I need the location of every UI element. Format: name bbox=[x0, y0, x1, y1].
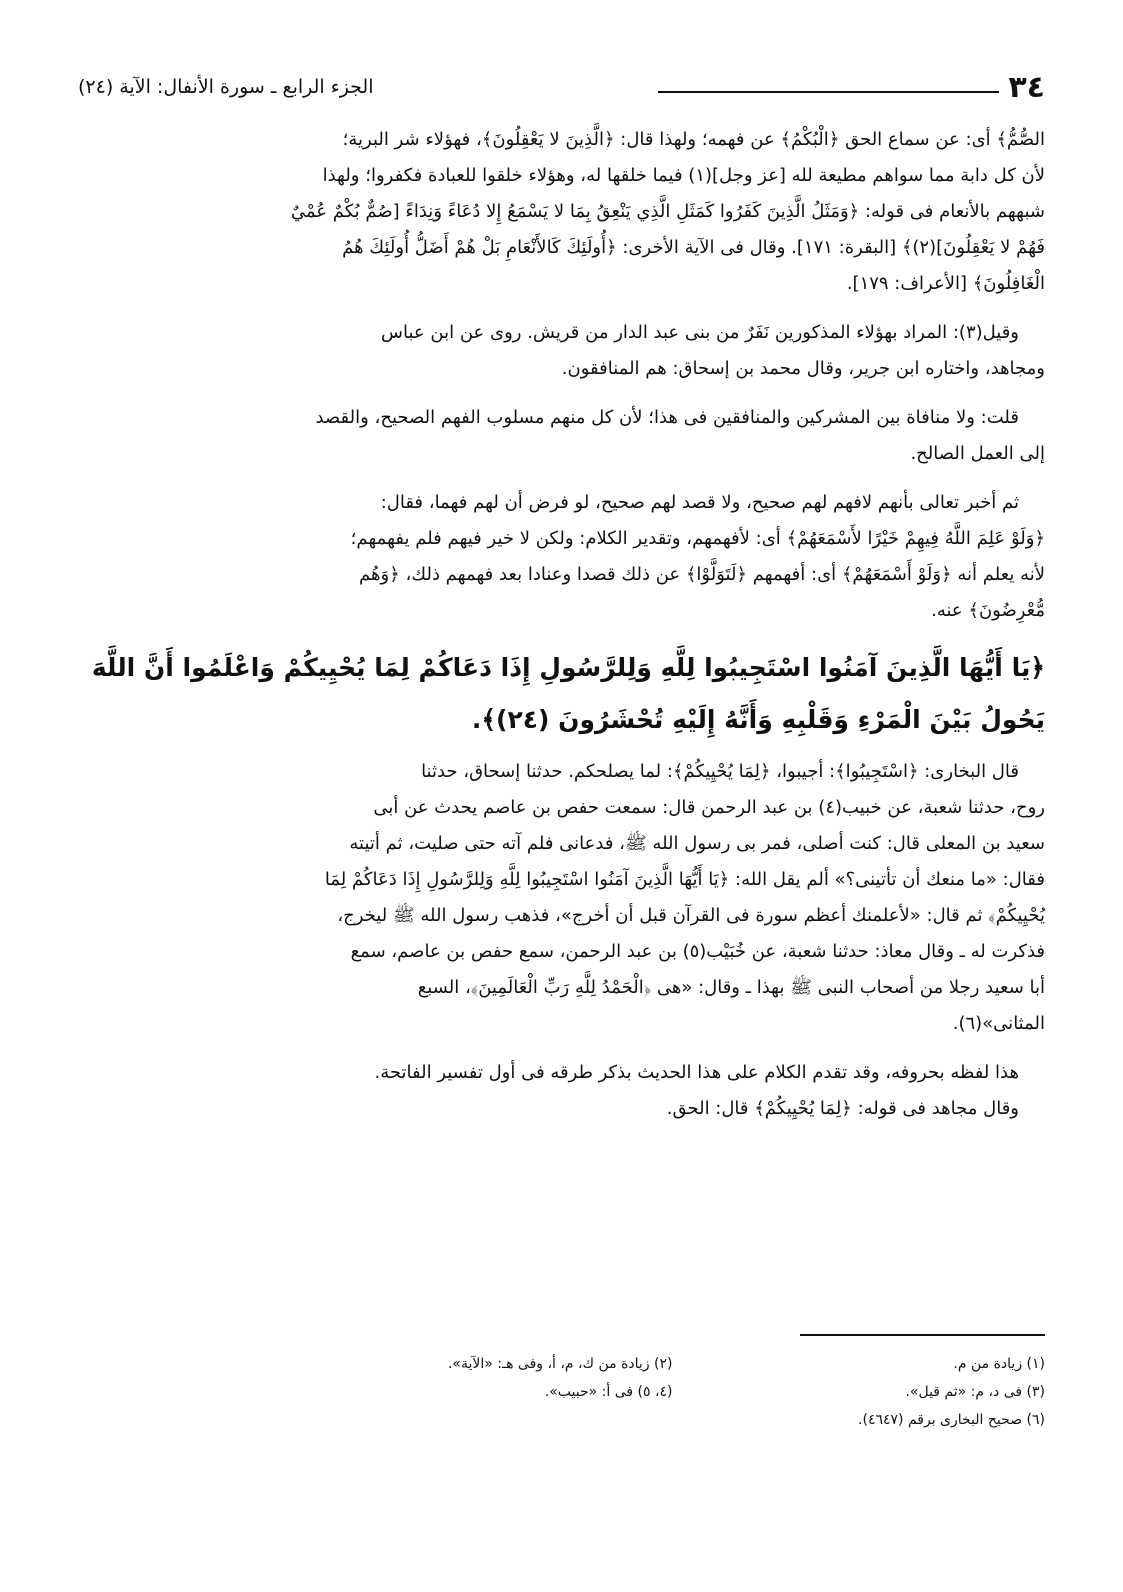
footnote-4-5: (٤، ٥) فى أ: «حبيب». bbox=[544, 1384, 673, 1400]
body-text bbox=[78, 122, 1045, 1140]
quran-verse-24: ﴿يَا أَيُّهَا الَّذِينَ آمَنُوا اسْتَجِيبُوا لِلَّهِ وَلِلرَّسُولِ إِذَا دَعَاكُمْ لِمَا يُحْيِيكُمْ وَاعْلَمُوا أَنَّ اللَّهَ يَحُولُ بَيْنَ الْمَرْءِ وَقَلْبِهِ وَأَنَّهُ إِلَيْهِ تُحْشَرُونَ (٢٤)﴾. bbox=[91, 653, 1045, 734]
footnote-2: (٢) زيادة من ك، م، أ، وفى هـ: «الآية». bbox=[447, 1356, 673, 1372]
header-rule bbox=[658, 91, 999, 93]
footnote-1: (١) زيادة من م. bbox=[953, 1356, 1045, 1372]
page-number: ٣٤ bbox=[1008, 70, 1045, 105]
footnote-6: (٦) صحيح البخارى برقم (٤٦٤٧). bbox=[858, 1412, 1045, 1428]
running-head: الجزء الرابع ـ سورة الأنفال: الآية (٢٤) bbox=[78, 76, 374, 98]
footnote-rule bbox=[800, 1334, 1045, 1336]
paragraph-hadha-lafzuhu: هذا لفظه بحروفه، وقد تقدم الكلام على هذا الحديث بذكر طرقه فى أول تفسير الفاتحة. bbox=[374, 1062, 1019, 1083]
page-header bbox=[78, 70, 1045, 106]
footnote-row bbox=[300, 1378, 1045, 1406]
footnote-3: (٣) فى د، م: «ثم قيل». bbox=[905, 1384, 1045, 1400]
footnotes bbox=[300, 1350, 1045, 1434]
paragraph-qil: وقيل(٣): المراد بهؤلاء المذكورين نَفَرٌ من بنى عبد الدار من قريش. روى عن ابن عباس ومجاهد، واختاره ابن جرير، وقال محمد بن إسحاق: هم المنافقون. bbox=[381, 322, 1045, 379]
footnote-row bbox=[300, 1350, 1045, 1378]
paragraph-tafsir-deaf-dumb: الصُّمُّ﴾ أى: عن سماع الحق ﴿الْبُكْمُ﴾ عن فهمه؛ ولهذا قال: ﴿الَّذِينَ لا يَعْقِلُونَ﴾، فهؤلاء شر البرية؛ لأن كل دابة مما سواهم مطيعة لله [عز وجل](١) فيما خلقها له، وهؤلاء خلقوا للعبادة فكفروا؛ ولهذا شبههم بالأنعام فى قوله: ﴿وَمَثَلُ الَّذِينَ كَفَرُوا كَمَثَلِ الَّذِي يَنْعِقُ بِمَا لا يَسْمَعُ إِلا دُعَاءً وَنِدَاءً [صُمٌّ بُكْمٌ عُمْيٌ فَهُمْ لا يَعْقِلُونَ](٢)﴾ [البقرة: ١٧١]. وقال فى الآية الأخرى: ﴿أُولَئِكَ كَالأَنْعَامِ بَلْ هُمْ أَضَلُّ أُولَئِكَ هُمُ الْغَافِلُونَ﴾ [الأعراف: ١٧٩]. bbox=[290, 129, 1045, 294]
paragraph-qultu: قلت: ولا منافاة بين المشركين والمنافقين فى هذا؛ لأن كل منهم مسلوب الفهم الصحيح، والقصد إلى العمل الصالح. bbox=[315, 407, 1045, 464]
footnote-row bbox=[300, 1406, 1045, 1434]
paragraph-thumma-akhbara: ثم أخبر تعالى بأنهم لافهم لهم صحيح، ولا قصد لهم صحيح، لو فرض أن لهم فهما، فقال: ﴿وَلَوْ عَلِمَ اللَّهُ فِيهِمْ خَيْرًا لأَسْمَعَهُمْ﴾ أى: لأفهمهم، وتقدير الكلام: ولكن لا خير فيهم فلم يفهمهم؛ لأنه يعلم أنه ﴿وَلَوْ أَسْمَعَهُمْ﴾ أى: أفهمهم ﴿لَتَوَلَّوْا﴾ عن ذلك قصدا وعنادا بعد فهمهم ذلك، ﴿وَهُم مُّعْرِضُونَ﴾ عنه. bbox=[350, 492, 1045, 621]
paragraph-bukhari-hadith: قال البخارى: ﴿اسْتَجِيبُوا﴾: أجيبوا، ﴿لِمَا يُحْيِيكُمْ﴾: لما يصلحكم. حدثنا إسحاق، حدثنا روح، حدثنا شعبة، عن خبيب(٤) بن عبد الرحمن قال: سمعت حفص بن عاصم يحدث عن أبى سعيد بن المعلى قال: كنت أصلى، فمر بى رسول الله ﷺ، فدعانى فلم آته حتى صليت، ثم أتيته فقال: «ما منعك أن تأتينى؟» ألم يقل الله: ﴿يَا أَيُّهَا الَّذِينَ آمَنُوا اسْتَجِيبُوا لِلَّهِ وَلِلرَّسُولِ إِذَا دَعَاكُمْ لِمَا يُحْيِيكُمْ﴾ ثم قال: «لأعلمنك أعظم سورة فى القرآن قبل أن أخرج»، فذهب رسول الله ﷺ ليخرج، فذكرت له ـ وقال معاذ: حدثنا شعبة، عن خُبَيْب(٥) بن عبد الرحمن، سمع حفص بن عاصم، سمع أبا سعيد رجلا من أصحاب النبى ﷺ بهذا ـ وقال: «هى ﴿الْحَمْدُ لِلَّهِ رَبِّ الْعَالَمِينَ﴾، السبع المثانى»(٦). bbox=[324, 761, 1045, 1034]
paragraph-mujahid: وقال مجاهد فى قوله: ﴿لِمَا يُحْيِيكُمْ﴾ قال: الحق. bbox=[666, 1098, 1019, 1119]
